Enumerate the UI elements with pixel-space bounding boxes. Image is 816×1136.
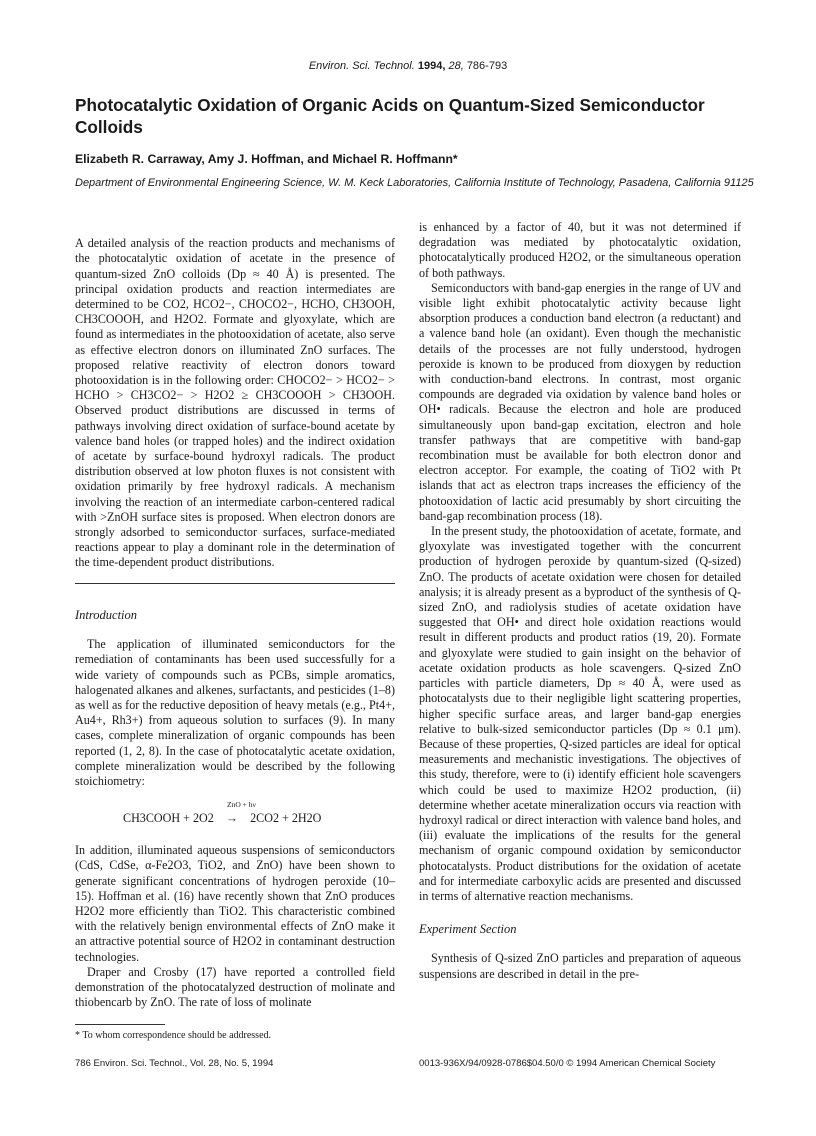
journal-pages: 786-793 xyxy=(466,60,508,72)
journal-volume: 28, xyxy=(448,60,464,72)
equation-condition: ZnO + hν xyxy=(227,800,256,810)
footer-citation: 786 Environ. Sci. Technol., Vol. 28, No. 5, 1994 xyxy=(75,1058,274,1069)
equation-arrow: → xyxy=(225,811,238,826)
journal-name: Environ. Sci. Technol. xyxy=(308,60,415,72)
correspondence-footnote: * To whom correspondence should be addressed. xyxy=(75,1030,272,1041)
abstract xyxy=(75,224,395,583)
abstract-text: A detailed analysis of the reaction products and mechanisms of the photocatalytic oxidation of acetate in the presence of quantum-sized ZnO colloids (Dp ≈ 40 Å) is presented. The principal oxidation products and reaction intermediates are determined to be CO2, HCO2−, CHOCO2−, HCHO, CH3OOH, CH3COOOH, and H2O2. Formate and glyoxylate, which are found as intermediates in the photooxidation of acetate, also serve as effective electron donors on illuminated ZnO surfaces. The proposed relative reactivity of electron donors toward photooxidation is in the following order: CHOCO2− > HCO2− > HCHO > CH3CO2− > H2O2 ≥ CH3COOOH > CH3OOH. Observed product distributions are discussed in terms of pathways involving direct oxidation of surface-bound acetate by valence band holes (or trapped holes) and the indirect oxidation of acetate by surface-bound hydroxyl radicals. The product distribution observed at low photon fluxes is not consistent with oxidation primarily by free hydroxyl radicals. A mechanism involving the reaction of an intermediate carbon-centered radical with >ZnOH surface sites is proposed. When electron donors are strongly adsorbed to semiconductor surfaces, surface-mediated reactions appear to play a dominant role in the determination of the time-dependent product distributions. xyxy=(75,236,395,570)
abstract-rule xyxy=(75,583,395,584)
equation-body xyxy=(123,811,321,826)
intro-paragraph: In addition, illuminated aqueous suspensions of semiconductors (CdS, CdSe, α-Fe2O3, TiO2, and ZnO) have been shown to generate significant concentrations of hydrogen peroxide (10–15). Hoffman et al. (16) have recently shown that ZnO produces H2O2 more efficiently than TiO2. This characteristic combined with the relatively benign environmental effects of ZnO make it an attractive potential source of H2O2 in contaminant destruction technologies. xyxy=(75,843,395,964)
equation-products: 2CO2 + 2H2O xyxy=(250,811,322,826)
journal-header xyxy=(0,60,816,72)
paper-title: Photocatalytic Oxidation of Organic Acids on Quantum-Sized Semiconductor Colloids xyxy=(75,95,705,137)
footnote-rule xyxy=(75,1024,165,1025)
affiliation: Department of Environmental Engineering Science, W. M. Keck Laboratories, California Institute of Technology, Pasadena, California 91125 xyxy=(75,177,754,189)
stoichiometry-equation xyxy=(75,800,395,829)
footer-copyright: 0013-936X/94/0928-0786$04.50/0 © 1994 American Chemical Society xyxy=(419,1058,716,1069)
intro-paragraph: Draper and Crosby (17) have reported a controlled field demonstration of the photocatalyzed destruction of molinate and thiobencarb by ZnO. The rate of loss of molinate xyxy=(75,964,395,1010)
introduction-section xyxy=(75,604,395,1010)
body-paragraph: In the present study, the photooxidation of acetate, formate, and glyoxylate was investigated together with the concurrent production of hydrogen peroxide by quantum-sized (Q-sized) ZnO. The products of acetate oxidation were chosen for detailed analysis; it is already present as a byproduct of the synthesis of Q-sized ZnO, and radiolysis studies of acetate oxidation have suggested that OH• and direct hole oxidation reactions would result in different products and product ratios (19, 20). Formate and glyoxylate were studied to gain insight on the behavior of acetate oxidation products as hole scavengers. Q-sized ZnO particles with particle diameters, Dp ≈ 40 Å, were used as photocatalysts due to their negligible light scattering properties, higher specific surface areas, and larger band-gap energies relative to bulk-sized semiconductor particles (Dp ≈ 0.1 μm). Because of these properties, Q-sized particles are ideal for optical measurements and mechanistic investigations. The objectives of this study, therefore, were to (i) identify efficient hole scavengers which could be used to maximize H2O2 production, (ii) determine whether acetate mineralization occurs via reaction with hydroxyl radical or direct interaction with valence band holes, and (iii) evaluate the implications of the results for the general mechanism of organic compound oxidation by semiconductor photocatalysts. Product distributions for the oxidation of acetate and for intermediate carboxylic acids are presented and discussed in terms of alternative reaction mechanisms. xyxy=(419,524,741,903)
introduction-heading: Introduction xyxy=(75,608,138,622)
body-paragraph: Synthesis of Q-sized ZnO particles and preparation of aqueous suspensions are described in detail in the pre- xyxy=(419,951,741,981)
equation-reactants: CH3COOH + 2O2 xyxy=(123,811,214,826)
experiment-heading: Experiment Section xyxy=(419,922,517,937)
body-paragraph: is enhanced by a factor of 40, but it was not determined if degradation was mediated by photocatalytic oxidation, photocatalytically produced H2O2, or the simultaneous operation of both pathways. xyxy=(419,220,741,280)
right-column xyxy=(419,220,741,982)
body-paragraph: Semiconductors with band-gap energies in the range of UV and visible light exhibit photocatalytic activity because light absorption produces a conduction band electron (a reductant) and a valence band hole (an oxidant). Even though the mechanistic details of the processes are not fully understood, hydrogen peroxide is known to be produced from dioxygen by reduction with conduction-band electrons. In contrast, most organic compounds are degraded via oxidation by valence band holes or OH• radicals. Because the electron and hole are produced simultaneously upon band-gap excitation, electron and hole transfer pathways that are competitive with band-gap recombination must be available for both electron donor and electron acceptor. For example, the coating of TiO2 with Pt islands that act as electron traps increases the efficiency of the photooxidation of lactic acid presumably by short circuiting the band-gap recombination process (18). xyxy=(419,280,741,523)
journal-year: 1994, xyxy=(417,60,446,72)
intro-paragraph: The application of illuminated semiconductors for the remediation of contaminants has been used successfully for a wide variety of compounds such as PCBs, simple aromatics, halogenated alkanes and alkenes, surfactants, and pesticides (1–8) as well as for the reductive deposition of heavy metals (e.g., Pt4+, Au4+, Rh3+) from aqueous solution to surfaces (9). In many cases, complete mineralization of organic compounds has been reported (1, 2, 8). In the case of photocatalytic acetate oxidation, complete mineralization would be described by the following stoichiometry: xyxy=(75,637,395,789)
author-list: Elizabeth R. Carraway, Amy J. Hoffman, and Michael R. Hoffmann* xyxy=(75,152,458,166)
